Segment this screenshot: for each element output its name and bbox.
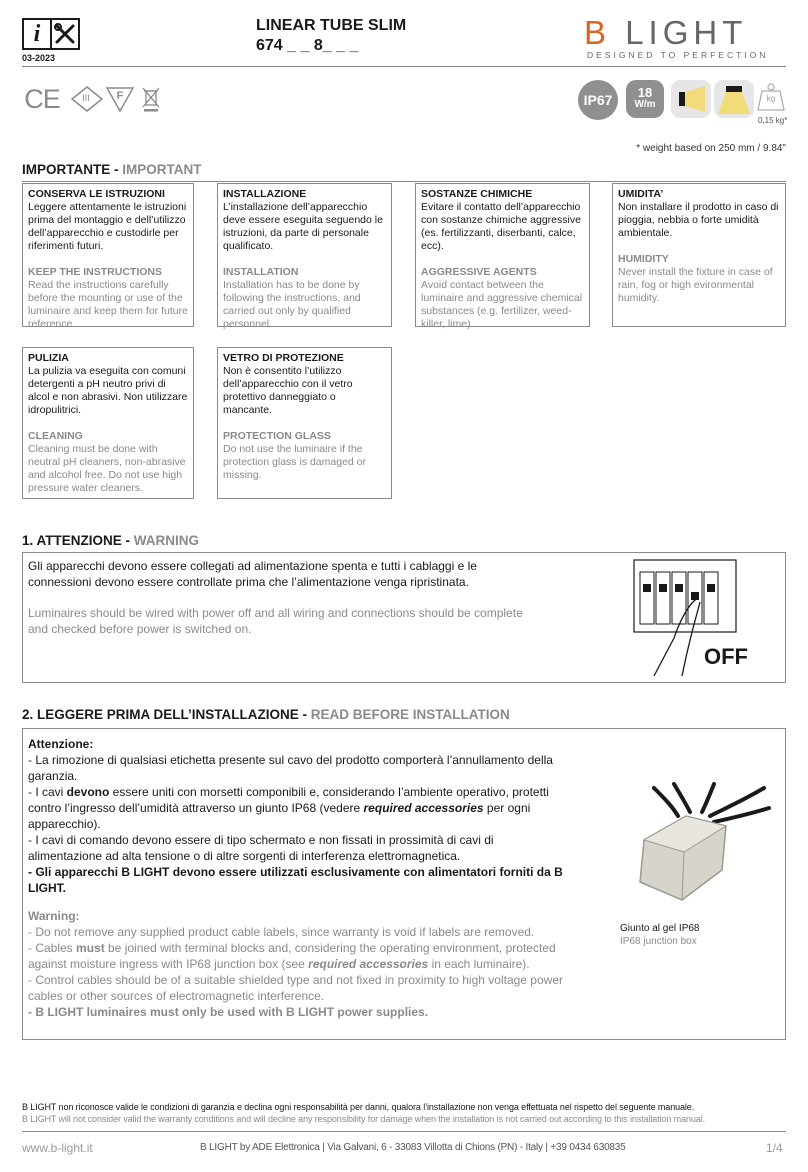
en-point-2-c: be joined with terminal blocks and, considering the operating environment, protected against moisture ingress with IP68 junction box (see (28, 941, 556, 971)
card-title-en: KEEP THE INSTRUCTIONS (28, 266, 162, 278)
card-title-it: PULIZIA (28, 352, 69, 364)
en-point-2-bold: must (76, 941, 105, 955)
brand-name: LIGHT (625, 14, 748, 51)
important-heading-en: IMPORTANT (122, 162, 202, 177)
warning-heading-it: 1. ATTENZIONE - (22, 533, 134, 548)
it-point-2-a: - I cavi (28, 785, 67, 799)
attention-title: Attenzione: (28, 737, 94, 751)
it-point-2-c: essere uniti con morsetti componibili e, considerando l’ambiente operativo, protetti contro l’ingresso dell’umidità attraverso un giunto IP68 (vedere (28, 785, 549, 815)
read-before-heading (22, 707, 510, 722)
card-title-en: AGGRESSIVE AGENTS (421, 266, 537, 278)
class-iii-icon (70, 86, 104, 112)
wattage-value: 18 (637, 85, 653, 100)
f-mark-label: F (116, 90, 124, 102)
card-text-en: Avoid contact between the luminaire and aggressive chemical substances (e.g. fertilizer, weed-killer, lime). (421, 279, 583, 330)
en-point-2 (28, 940, 568, 972)
website-link[interactable]: www.b-light.it (22, 1141, 93, 1155)
ip67-badge: IP67 (578, 80, 618, 120)
card-text-it: L’installazione dell’apparecchio deve essere eseguita seguendo le istruzioni, da parte di personale qualificato. (223, 201, 383, 252)
en-point-1: - Do not remove any supplied product cable labels, since warranty is void if labels are removed. (28, 925, 535, 939)
card-title-en: INSTALLATION (223, 266, 299, 278)
caption-it: Giunto al gel IP68 (620, 923, 700, 934)
card-title-en: HUMIDITY (618, 253, 669, 265)
it-point-2-bold: devono (66, 785, 110, 799)
ce-mark-icon: CE (24, 83, 60, 114)
en-point-2-a: - Cables (28, 941, 77, 955)
footer-disclaimer (22, 1101, 705, 1125)
important-heading (22, 162, 202, 177)
it-point-1: - La rimozione di qualsiasi etichetta presente sul cavo del prodotto comporterà l’annullamento della garanzia. (28, 753, 553, 783)
card-title-it: VETRO DI PROTEZIONE (223, 352, 344, 364)
warning-title: Warning: (28, 909, 80, 923)
warning-text-en: Luminaires should be wired with power off and all wiring and connections should be complete and checked before power is switched on. (28, 606, 523, 636)
card-title-it: CONSERVA LE ISTRUZIONI (28, 188, 165, 200)
junction-box-caption (620, 922, 700, 948)
card-chemicals (415, 183, 590, 330)
card-title-it: INSTALLAZIONE (223, 188, 307, 200)
it-point-4: - Gli apparecchi B LIGHT devono essere utilizzati esclusivamente con alimentatori forniti da B LIGHT. (28, 865, 563, 895)
card-text-it: La pulizia va eseguita con comuni detergenti a pH neutro privi di alcol e non abrasivi. Non utilizzare idropulitrici. (28, 365, 188, 416)
en-point-4: - B LIGHT luminaires must only be used with B LIGHT power supplies. (28, 1005, 429, 1019)
off-label: OFF (704, 644, 748, 669)
f-mark-icon (106, 86, 134, 112)
card-text-en: Do not use the luminaire if the protection glass is damaged or missing. (223, 443, 366, 481)
info-icon: i (24, 20, 52, 48)
weee-bin-icon (140, 86, 162, 112)
weight-icon (756, 80, 786, 118)
brand-tagline: DESIGNED TO PERFECTION (587, 50, 769, 60)
company-address: B LIGHT by ADE Elettronica | Via Galvani, 6 - 33083 Villotta di Chions (PN) - Italy | +39 0434 630835 (200, 1142, 626, 1153)
en-point-3: - Control cables should be of a suitable shielded type and not fixed in proximity to high voltage power cables or other sources of electromagnetic interference. (28, 973, 563, 1003)
warning-heading-en: WARNING (133, 533, 200, 548)
manual-tools-icon (22, 18, 80, 50)
it-accessories-link: required accessories (363, 801, 484, 815)
down-emission-icon (714, 80, 754, 118)
weight-unit-label: kg (766, 94, 776, 103)
card-text-it: Leggere attentamente le istruzioni prima del montaggio e dell’utilizzo dell’apparecchio e custodirle per riferimenti futuri. (28, 201, 187, 252)
card-humidity (612, 183, 786, 327)
footer-divider (22, 1131, 786, 1132)
disclaimer-en: B LIGHT will not consider valid the warranty conditions and will decline any responsibility for damage when the installation is not carried out according to this installation manual. (22, 1114, 706, 1124)
card-title-it: SOSTANZE CHIMICHE (421, 188, 533, 200)
it-point-2-e: per ogni apparecchio). (28, 801, 531, 831)
important-heading-it: IMPORTANTE - (22, 162, 123, 177)
card-title-en: PROTECTION GLASS (223, 430, 331, 442)
class-iii-label: III (82, 93, 90, 103)
caption-en: IP68 junction box (620, 936, 697, 947)
weight-value: 0,15 kg* (758, 116, 788, 125)
product-name: LINEAR TUBE SLIM (256, 17, 407, 34)
card-title-it: UMIDITA’ (618, 188, 664, 200)
brand-logo (584, 14, 747, 52)
card-text-en: Cleaning must be done with neutral pH cleaners, non-abrasive and alcohol free. Do not use high pressure water cleaners. (28, 443, 186, 494)
important-divider (22, 181, 786, 182)
card-instructions (22, 183, 194, 330)
wattage-badge (626, 80, 664, 118)
card-text-it: Evitare il contatto dell’apparecchio con sostanze chimiche aggressive (es. fertilizzanti, diserbanti, calce, ecc). (421, 201, 581, 252)
card-cleaning (22, 347, 194, 499)
product-code: 674 _ _ 8_ _ _ (256, 37, 359, 54)
en-point-2-e: in each luminaire). (428, 957, 530, 971)
disclaimer-it: B LIGHT non riconosce valide le condizioni di garanzia e declina ogni responsabilità per danni, qualora l’installazione non venga effettuata nel rispetto del seguente manuale. (22, 1102, 695, 1112)
read-before-it-block (28, 736, 568, 896)
card-protection-glass (217, 347, 392, 499)
side-emission-icon (671, 80, 711, 118)
it-point-2 (28, 784, 568, 832)
it-point-3: - I cavi di comando devono essere di tipo schermato e non fissati in prossimità di cavi di alimentazione ad alta tensione o di altre sorgenti di interferenza elettromagnetica. (28, 833, 494, 863)
card-title-en: CLEANING (28, 430, 83, 442)
card-installation (217, 183, 392, 330)
card-text-en: Installation has to be done by following the instructions, and carried out only by qualified personnel. (223, 279, 361, 330)
card-text-it: Non installare il prodotto in caso di pioggia, nebbia o forte umidità ambientale. (618, 201, 779, 239)
en-accessories-link: required accessories (308, 957, 429, 971)
wattage-unit: W/m (634, 99, 656, 110)
warning-text-it: Gli apparecchi devono essere collegati ad alimentazione spenta e tutti i cablaggi e le connessioni devono essere controllate prima che l’alimentazione venga ripristinata. (28, 559, 477, 589)
weight-footnote: * weight based on 250 mm / 9.84" (636, 143, 786, 154)
read-before-heading-it: 2. LEGGERE PRIMA DELL’INSTALLAZIONE - (22, 707, 311, 722)
card-text-it: Non è consentito l’utilizzo dell’apparecchio con il vetro protettivo danneggiato o mancante. (223, 365, 353, 416)
page-number: 1/4 (766, 1141, 783, 1155)
brand-initial: B (584, 14, 612, 51)
document-date: 03-2023 (22, 53, 56, 63)
card-text-en: Read the instructions carefully before the mounting or use of the luminaire and keep them for future reference. (28, 279, 188, 330)
junction-box-image (614, 778, 774, 908)
product-title (256, 16, 406, 56)
card-text-en: Never install the fixture in case of rain, fog or high evironmental humidity. (618, 266, 773, 304)
warning-heading (22, 533, 199, 548)
tools-icon (52, 20, 78, 48)
header-divider (22, 66, 786, 67)
read-before-heading-en: READ BEFORE INSTALLATION (310, 707, 510, 722)
read-before-en-block (28, 908, 568, 1020)
